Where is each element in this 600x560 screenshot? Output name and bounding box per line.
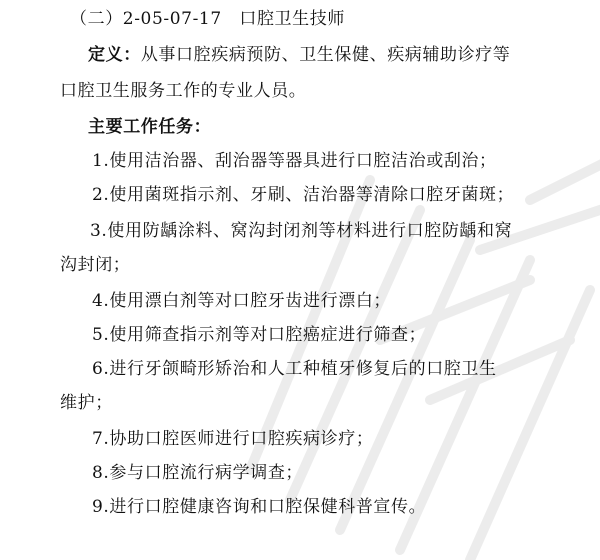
task-item-7: 7.协助口腔医师进行口腔疾病诊疗； bbox=[92, 429, 374, 449]
tasks-heading: 主要工作任务： bbox=[88, 117, 212, 137]
task-item-3-continued: 沟封闭； bbox=[60, 255, 131, 275]
task-item-6: 6.进行牙颌畸形矫治和人工种植牙修复后的口腔卫生 bbox=[92, 359, 497, 379]
task-item-9: 9.进行口腔健康咨询和口腔保健科普宣传。 bbox=[92, 497, 427, 517]
task-item-4: 4.使用漂白剂等对口腔牙齿进行漂白； bbox=[92, 291, 392, 311]
definition-first-line bbox=[88, 44, 510, 66]
task-item-3: 3.使用防龋涂料、窝沟封闭剂等材料进行口腔防龋和窝 bbox=[90, 221, 513, 241]
task-item-1: 1.使用洁治器、刮治器等器具进行口腔洁治或刮治； bbox=[92, 151, 497, 171]
definition-text-2: 口腔卫生服务工作的专业人员。 bbox=[60, 81, 307, 101]
task-item-2: 2.使用菌斑指示剂、牙刷、洁治器等清除口腔牙菌斑； bbox=[92, 185, 515, 205]
document-heading: （二）2-05-07-17 口腔卫生技师 bbox=[70, 9, 345, 29]
task-item-6-continued: 维护； bbox=[60, 393, 113, 413]
definition-text-1: 从事口腔疾病预防、卫生保健、疾病辅助诊疗等 bbox=[140, 45, 511, 65]
task-item-5: 5.使用筛查指示剂等对口腔癌症进行筛查； bbox=[92, 325, 427, 345]
definition-label: 定义： bbox=[88, 45, 141, 65]
task-item-8: 8.参与口腔流行病学调查； bbox=[92, 463, 304, 483]
